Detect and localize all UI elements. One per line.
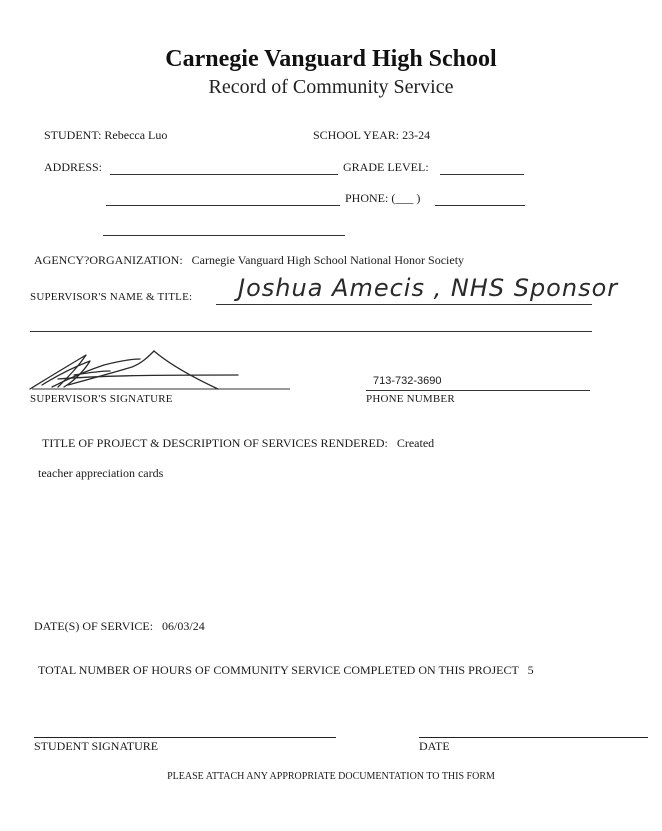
supervisor-extra-line <box>30 331 592 332</box>
school-year-field <box>313 128 430 143</box>
agency-field <box>34 253 464 268</box>
dates-value: 06/03/24 <box>162 619 205 633</box>
project-value-line2: teacher appreciation cards <box>38 466 164 480</box>
school-year-label: SCHOOL YEAR: <box>313 128 400 142</box>
attach-documentation-note: PLEASE ATTACH ANY APPROPRIATE DOCUMENTATION TO THIS FORM <box>167 771 495 782</box>
phone-line <box>435 205 525 206</box>
supervisor-phone-value: 713-732-3690 <box>373 375 442 387</box>
supervisor-name-handwritten: Joshua Amecis , NHS Sponsor <box>238 274 619 302</box>
supervisor-name-label: SUPERVISOR'S NAME & TITLE: <box>30 291 193 303</box>
hours-label: TOTAL NUMBER OF HOURS OF COMMUNITY SERVICE COMPLETED ON THIS PROJECT <box>38 663 519 677</box>
student-label: STUDENT: <box>44 128 102 142</box>
project-label: TITLE OF PROJECT & DESCRIPTION OF SERVICES RENDERED: <box>42 436 388 450</box>
phone-label: PHONE: (___ ) <box>345 191 421 205</box>
date-line <box>419 737 648 738</box>
student-signature-label: STUDENT SIGNATURE <box>34 739 159 753</box>
dates-field <box>34 619 205 634</box>
student-name: Rebecca Luo <box>104 128 168 142</box>
supervisor-phone-line <box>366 390 590 391</box>
project-field <box>42 436 434 451</box>
school-name: Carnegie Vanguard High School <box>165 46 497 72</box>
dates-label: DATE(S) OF SERVICE: <box>34 619 154 633</box>
hours-field <box>38 663 534 678</box>
supervisor-signature-drawing <box>28 345 298 400</box>
project-value-line1: Created <box>396 436 435 450</box>
supervisor-name-line <box>216 304 592 305</box>
grade-level-line <box>440 174 524 175</box>
hours-value: 5 <box>527 663 534 677</box>
agency-label: AGENCY?ORGANIZATION: <box>34 253 183 267</box>
agency-value: Carnegie Vanguard High School National Honor Society <box>191 253 465 267</box>
address-line-3 <box>103 235 345 236</box>
student-signature-line <box>34 737 336 738</box>
supervisor-phone-label: PHONE NUMBER <box>366 393 455 405</box>
address-line-2 <box>106 205 340 206</box>
student-field <box>44 128 167 143</box>
date-label: DATE <box>419 739 450 753</box>
address-line-1 <box>110 174 338 175</box>
school-year-value: 23-24 <box>402 128 431 142</box>
grade-level-label: GRADE LEVEL: <box>343 160 429 174</box>
form-title: Record of Community Service <box>208 76 454 98</box>
address-label: ADDRESS: <box>44 160 103 174</box>
supervisor-signature-label: SUPERVISOR'S SIGNATURE <box>30 393 173 405</box>
